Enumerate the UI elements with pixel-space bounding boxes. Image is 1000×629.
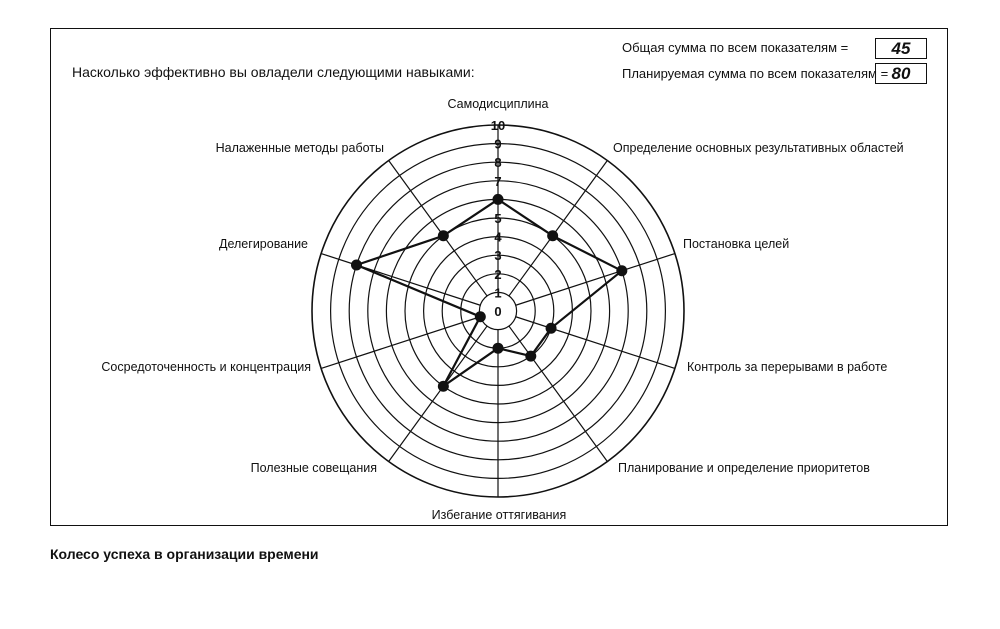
category-label-10: Налаженные методы работы [215, 141, 384, 155]
category-label-5: Планирование и определение приоритетов [618, 461, 870, 475]
data-point-7 [438, 381, 449, 392]
total-sum-label: Общая сумма по всем показателям = [622, 40, 849, 55]
category-label-3: Постановка целей [683, 237, 790, 251]
question-text: Насколько эффективно вы овладели следующими навыками: [72, 64, 475, 80]
data-point-4 [546, 323, 557, 334]
data-point-9 [351, 260, 362, 271]
spoke-7 [389, 326, 487, 461]
spoke-2 [509, 161, 607, 296]
planned-sum-label: Планируемая сумма по всем показателям = [622, 66, 889, 81]
tick-label-5: 5 [494, 211, 502, 226]
category-label-8: Сосредоточенность и концентрация [101, 360, 311, 374]
tick-label-1: 1 [494, 285, 502, 301]
spoke-3 [516, 254, 675, 306]
tick-label-4: 4 [494, 229, 502, 245]
category-label-2: Определение основных результативных областей [613, 141, 904, 155]
tick-label-0: 0 [494, 304, 502, 319]
category-label-4: Контроль за перерывами в работе [687, 360, 888, 374]
tick-label-10: 10 [490, 118, 506, 133]
data-point-8 [475, 311, 486, 322]
tick-label-8: 8 [494, 155, 502, 171]
data-point-6 [493, 343, 504, 354]
data-point-2 [547, 230, 558, 241]
category-label-1: Самодисциплина [447, 97, 549, 111]
data-point-1 [493, 194, 504, 205]
data-point-10 [438, 230, 449, 241]
spoke-5 [509, 326, 607, 461]
tick-label-2: 2 [494, 266, 502, 282]
tick-label-9: 9 [494, 136, 502, 152]
tick-label-7: 7 [494, 173, 502, 189]
spoke-9 [321, 254, 480, 306]
total-sum-box[interactable]: 45 [875, 38, 927, 59]
spoke-10 [389, 161, 487, 296]
data-point-5 [525, 351, 536, 362]
data-point-3 [616, 265, 627, 276]
category-label-9: Делегирование [219, 237, 308, 251]
planned-sum-box[interactable]: 80 [875, 63, 927, 84]
tick-label-3: 3 [494, 248, 502, 264]
figure-caption: Колесо успеха в организации времени [50, 546, 319, 562]
category-label-7: Полезные совещания [250, 461, 377, 475]
category-label-6: Избегание оттягивания [431, 508, 567, 522]
